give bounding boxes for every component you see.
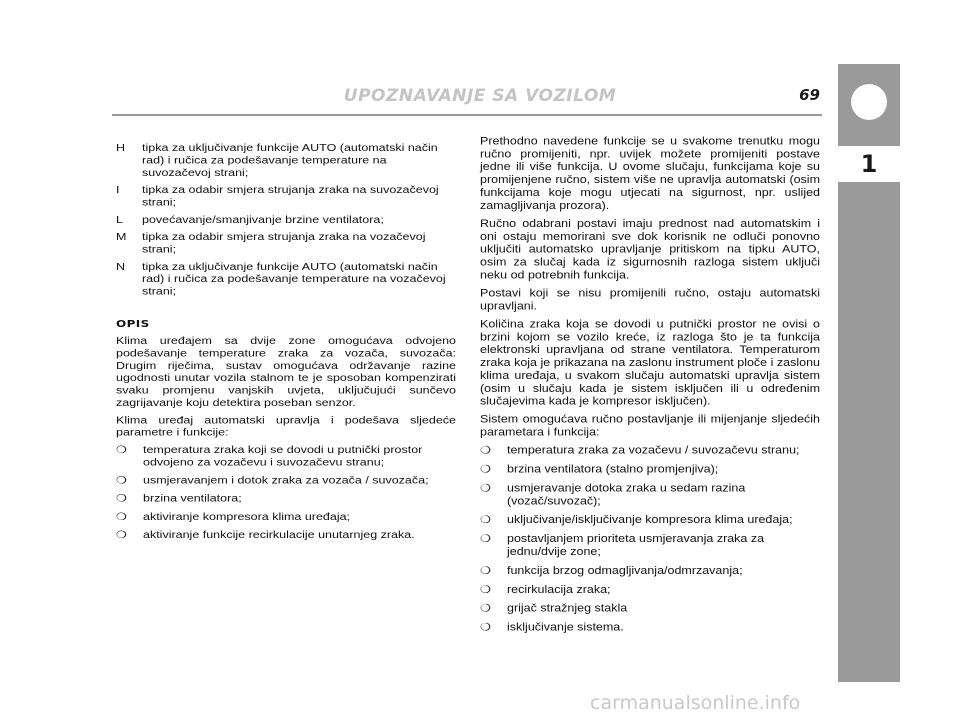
- list-item-text: brzina ventilatora (stalno promjenjiva);: [507, 463, 719, 476]
- list-item-text: funkcija brzog odmagljivanja/odmrzavanja;: [507, 564, 743, 577]
- list-item: [480, 514, 820, 527]
- watermark: carmanualsonline.info: [590, 692, 801, 714]
- header-divider: [112, 114, 822, 116]
- bullet-icon: ❍: [116, 510, 127, 523]
- bullet-icon: ❍: [480, 564, 491, 577]
- bullet-icon: ❍: [480, 513, 491, 526]
- list-item-text: brzina ventilatora;: [143, 492, 242, 505]
- left-column: [116, 142, 456, 547]
- list-item: [116, 511, 456, 523]
- list-item: [480, 482, 820, 508]
- body-paragraph: Ručno odabrani postavi imaju prednost nad automatskim i oni ostaju memorirani sve dok korisnik ne odluči ponovno uključiti automatsko upravljanje pritiskom na tipku AUTO, osim za slučaj kada iz sigurnosnih razloga sistem uključi neku od potrebnih funkcija.: [480, 217, 820, 282]
- list-item-text: aktiviranje funkcije recirkulacije unutarnjeg zraka.: [143, 528, 415, 541]
- list-item-text: isključivanje sistema.: [507, 621, 624, 634]
- list-item-text: grijač stražnjeg stakla: [507, 602, 628, 615]
- list-item-text: recirkulacija zraka;: [507, 583, 611, 596]
- key-letter: H: [116, 142, 126, 154]
- chapter-number: 1: [838, 146, 900, 182]
- body-paragraph: Količina zraka koja se dovodi u putnički prostor ne ovisi o brzini kojom se vozilo kreće, iz razloga što je ta funkcija elektronski upravljana od strane ventilatora. Temperaturom zraka koja je prikazana na zaslonu instrument ploče i zaslonu klima uređaja, u svakom slučaju automatski upravlja sistem (osim u slučaju kada je sistem isključen ili u određenim slučajevima kada je kompresor isključen).: [480, 317, 820, 408]
- bullet-icon: ❍: [480, 602, 491, 615]
- key-letter: M: [116, 231, 127, 243]
- list-item-text: temperatura zraka za vozačevu / suvozačevu stranu;: [507, 444, 800, 457]
- list-item: [480, 621, 820, 634]
- list-item-text: usmjeravanjem i dotok zraka za vozača / suvozača;: [143, 474, 429, 486]
- side-tab-circle-icon: [851, 84, 887, 120]
- list-item-text: aktiviranje kompresora klima uređaja;: [143, 510, 351, 523]
- list-item-text: uključivanje/isključivanje kompresora klima uređaja;: [507, 513, 793, 526]
- bullet-icon: ❍: [480, 621, 491, 634]
- bullet-icon: ❍: [480, 532, 491, 545]
- key-description: tipka za odabir smjera strujanja zraka na vozačevoj strani;: [142, 231, 426, 256]
- bullet-icon: ❍: [480, 463, 491, 476]
- auto-function-list: [116, 444, 456, 541]
- section-heading: OPIS: [116, 317, 150, 330]
- bullet-icon: ❍: [480, 444, 491, 457]
- bullet-icon: ❍: [116, 528, 127, 541]
- body-paragraph: Prethodno navedene funkcije se u svakome trenutku mogu ručno promijeniti, npr. uvijek možete promijeniti postave jedne ili više funkcija. U ovome slučaju, funkcijama koje su promijenjene ručno, sistem više ne upravlja automatski (osim funkcijama koje mogu utjecati na sigurnost, npr. uslijed zamagljivanja prozora).: [480, 135, 820, 212]
- key-description: tipka za uključivanje funkcije AUTO (automatski način rad) i ručica za podešavanje temperature na vozačevoj strani;: [142, 260, 446, 298]
- bullet-icon: ❍: [116, 443, 127, 456]
- list-item-text: temperatura zraka koji se dovodi u putnički prostor odvojeno za vozačevu i suvozačevu stranu;: [143, 443, 423, 468]
- key-list: [116, 142, 456, 298]
- key-item-m: [116, 231, 456, 256]
- manual-function-list: [480, 444, 820, 634]
- bullet-icon: ❍: [480, 583, 491, 596]
- list-item: [480, 444, 820, 457]
- bullet-icon: ❍: [480, 481, 491, 494]
- list-item: [480, 602, 820, 615]
- key-item-l: [116, 214, 456, 226]
- description-paragraph: Klima uređaj automatski upravlja i podešava sljedeće parametre i funkcije:: [116, 414, 456, 439]
- body-paragraph: Postavi koji se nisu promijenili ručno, ostaju automatski upravljani.: [480, 287, 820, 312]
- list-item: [116, 474, 456, 486]
- key-item-n: [116, 261, 456, 298]
- key-description: tipka za odabir smjera strujanja zraka na suvozačevoj strani;: [142, 184, 439, 208]
- bullet-icon: ❍: [116, 492, 127, 505]
- key-letter: N: [116, 260, 126, 273]
- list-item-text: usmjeravanje dotoka zraka u sedam razina (vozač/suvozač);: [507, 481, 746, 507]
- list-item: [480, 583, 820, 596]
- key-description: tipka za uključivanje funkcije AUTO (automatski način rad) i ručica za podešavanje temperature na suvozačevoj strani;: [142, 142, 438, 179]
- chapter-title: UPOZNAVANJE SA VOZILOM: [343, 86, 617, 106]
- key-item-i: [116, 184, 456, 209]
- bullet-icon: ❍: [116, 474, 127, 486]
- list-item-text: postavljanjem prioriteta usmjeravanja zraka za jednu/dvije zone;: [507, 532, 765, 558]
- key-letter: L: [116, 213, 123, 226]
- key-letter: I: [116, 184, 120, 196]
- list-item: [480, 533, 820, 559]
- description-paragraph: Klima uređajem sa dvije zone omogućava odvojeno podešavanje temperature zraka za vozača, suvozača: Drugim riječima, sustav omogućava održavanje razine ugodnosti unutar vozila stalnom te je sposoban kompenzirati svaku promjenu vanjskih uvjeta, uključujući sunčevo zagrijavanje koju detektira poseban senzor.: [116, 335, 456, 409]
- list-item: [116, 493, 456, 505]
- right-column: [480, 135, 820, 640]
- key-description: povećavanje/smanjivanje brzine ventilatora;: [142, 213, 384, 226]
- list-item: [480, 463, 820, 476]
- body-paragraph: Sistem omogućava ručno postavljanje ili mijenjanje sljedećih parametara i funkcija:: [480, 413, 820, 439]
- key-item-h: [116, 142, 456, 179]
- list-item: [480, 564, 820, 577]
- list-item: [116, 529, 456, 541]
- list-item: [116, 444, 456, 469]
- page-number: 69: [799, 86, 820, 104]
